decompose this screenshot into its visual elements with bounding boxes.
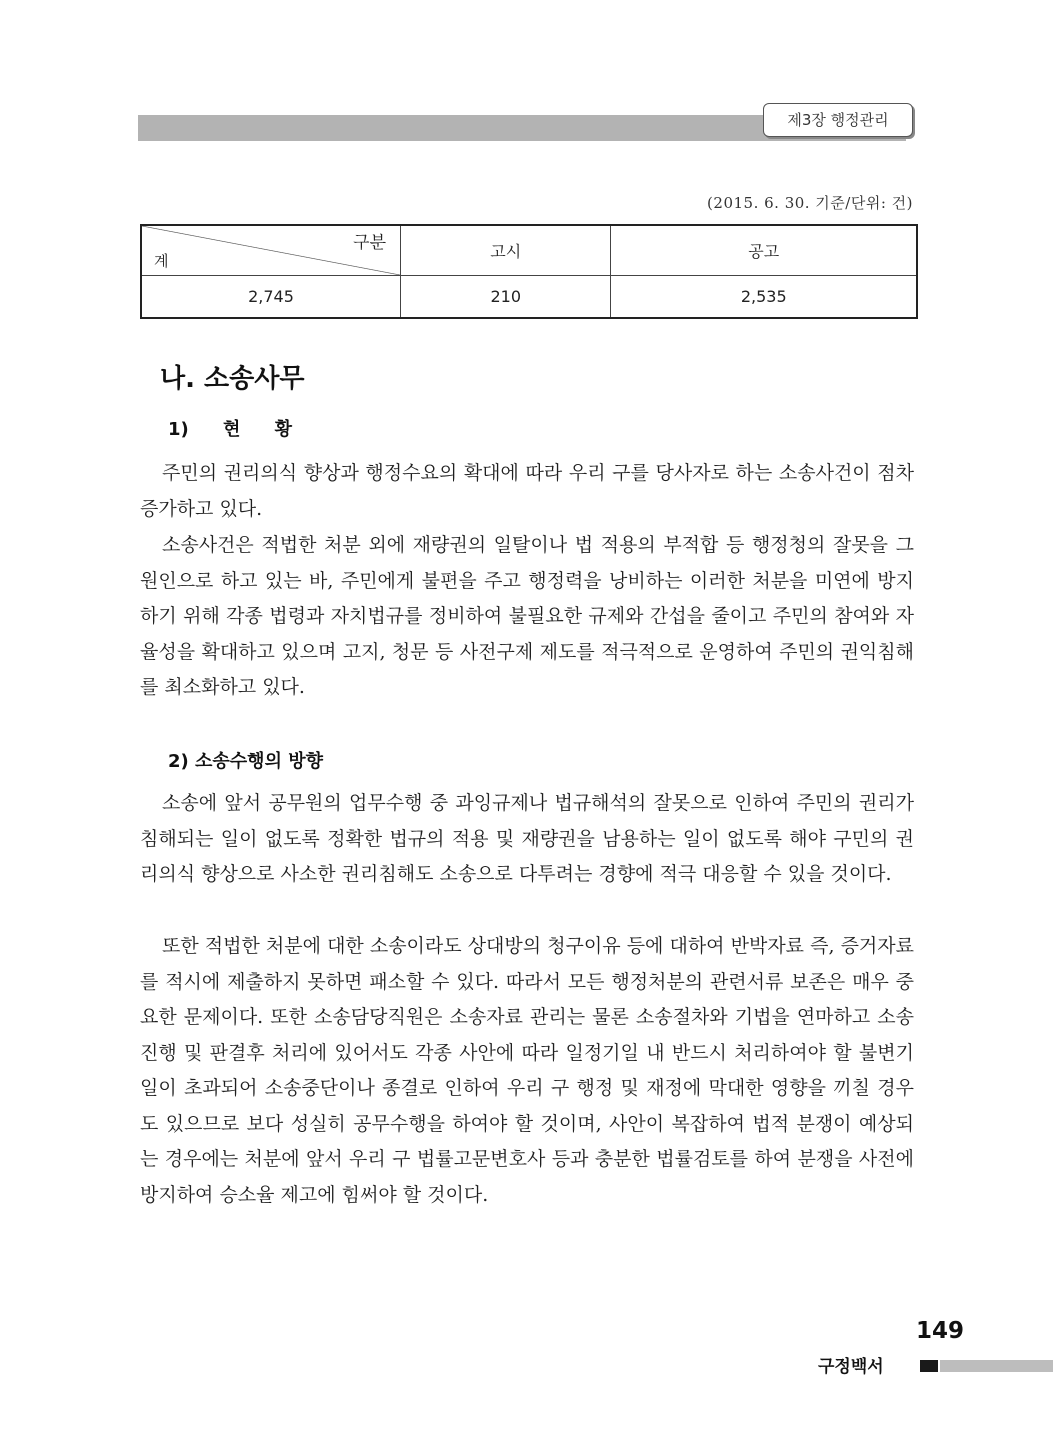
table-row: [141, 276, 917, 319]
footer-bar-dark: [920, 1360, 938, 1372]
cell-notice: 210: [401, 276, 611, 319]
cell-announcement: 2,535: [611, 276, 917, 319]
page-number: 149: [916, 1318, 965, 1344]
paragraph-direction-2: 또한 적법한 처분에 대한 소송이라도 상대방의 청구이유 등에 대하여 반박자료 즉, 증거자료를 적시에 제출하지 못하면 패소할 수 있다. 따라서 모든 행정처분의 관련서류 보존은 매우 중요한 문제이다. 또한 소송담당직원은 소송자료 관리는 물론 소송절차와 기법을 연마하고 소송 진행 및 판결후 처리에 있어서도 각종 사안에 따라 일정기일 내 반드시 처리하여야 할 불변기일이 초과되어 소송중단이나 종결로 인하여 우리 구 행정 및 재정에 막대한 영향을 끼칠 경우도 있으므로 보다 성실히 공무수행을 하여야 할 것이며, 사안이 복잡하여 법적 분쟁이 예상되는 경우에는 처분에 앞서 우리 구 법률고문변호사 등과 충분한 법률검토를 하여 분쟁을 사전에 방지하여 승소율 제고에 힘써야 할 것이다.: [140, 935, 914, 1206]
paragraph-status-2: 소송사건은 적법한 처분 외에 재량권의 일탈이나 법 적용의 부적합 등 행정청의 잘못을 그 원인으로 하고 있는 바, 주민에게 불편을 주고 행정력을 낭비하는 이러한 처분을 미연에 방지하기 위해 각종 법령과 자치법규를 정비하여 불필요한 규제와 간섭을 줄이고 주민의 참여와 자율성을 확대하고 있으며 고지, 청문 등 사전구제 제도를 적극적으로 운영하여 주민의 권익침해를 최소화하고 있다.: [140, 534, 914, 698]
subsection-title-status: 1) 현 황: [168, 419, 293, 440]
cell-total: 2,745: [141, 276, 401, 319]
column-header-notice: 고시: [401, 225, 611, 276]
footer-bar-light: [940, 1360, 1053, 1372]
table-note: (2015. 6. 30. 기준/단위: 건): [707, 194, 913, 212]
diag-bottom-label: 계: [154, 252, 169, 270]
subsection-title-direction: 2) 소송수행의 방향: [168, 751, 323, 772]
column-header-announcement: 공고: [611, 225, 917, 276]
stats-table: [140, 224, 918, 319]
book-title: 구정백서: [818, 1357, 884, 1377]
paragraph-status-1: 주민의 권리의식 향상과 행정수요의 확대에 따라 우리 구를 당사자로 하는 소송사건이 점차 증가하고 있다.: [140, 462, 914, 520]
section-title: 나. 소송사무: [160, 364, 305, 394]
diagonal-header-cell: [141, 225, 401, 276]
paragraph-direction-1: 소송에 앞서 공무원의 업무수행 중 과잉규제나 법규해석의 잘못으로 인하여 주민의 권리가 침해되는 일이 없도록 정확한 법규의 적용 및 재량권을 남용하는 일이 없도록 해야 구민의 권리의식 향상으로 사소한 권리침해도 소송으로 다투려는 경향에 적극 대응할 수 있을 것이다.: [140, 792, 914, 885]
diag-top-label: 구분: [353, 233, 386, 253]
chapter-label: 제3장 행정관리: [763, 103, 913, 137]
